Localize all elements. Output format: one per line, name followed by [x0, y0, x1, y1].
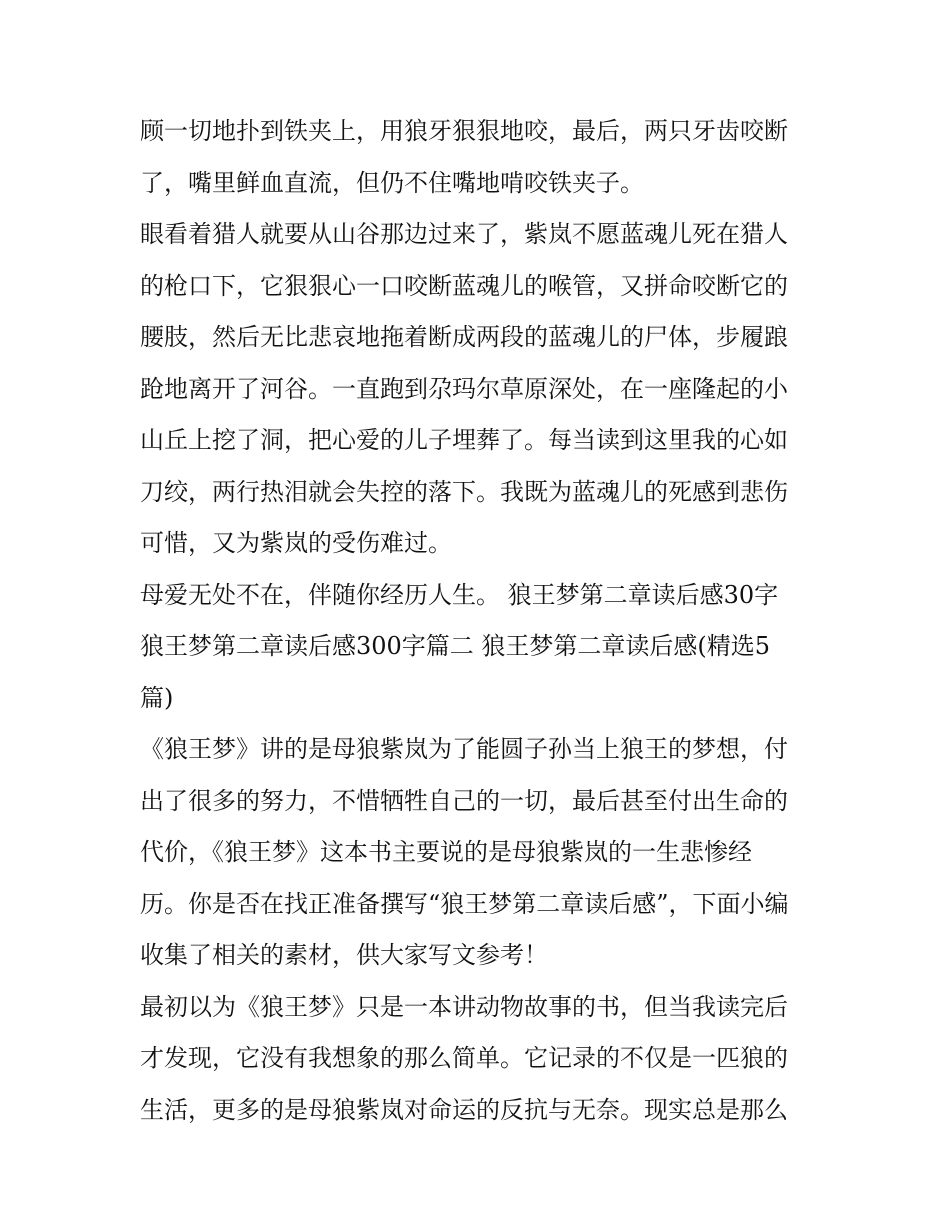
- text-line: 代价，《狼王梦》这本书主要说的是母狼紫岚的一生悲惨经: [140, 838, 752, 866]
- text-line: 《狼王梦》讲的是母狼紫岚为了能圆子孙当上狼王的梦想，付: [140, 735, 788, 763]
- text-line: 最初以为《狼王梦》只是一本讲动物故事的书，但当我读完后: [140, 992, 788, 1021]
- text-line: 才发现，它没有我想象的那么简单。它记录的不仅是一匹狼的: [140, 1044, 788, 1072]
- text-line: 刀绞，两行热泪就会失控的落下。我既为蓝魂儿的死感到悲伤: [140, 477, 788, 506]
- text-line: 顾一切地扑到铁夹上，用狼牙狠狠地咬，最后，两只牙齿咬断: [140, 117, 788, 145]
- text-line: 腰肢，然后无比悲哀地拖着断成两段的蓝魂儿的尸体，步履踉: [140, 323, 788, 351]
- text-line: 跄地离开了河谷。一直跑到尕玛尔草原深处，在一座隆起的小: [140, 374, 788, 403]
- text-line: 了，嘴里鲜血直流，但仍不住嘴地啃咬铁夹子。: [140, 168, 644, 197]
- text-line: 母爱无处不在，伴随你经历人生。 狼王梦第二章读后感30字: [140, 580, 779, 609]
- text-line: 生活，更多的是母狼紫岚对命运的反抗与无奈。现实总是那么: [140, 1095, 788, 1124]
- text-line: 收集了相关的素材，供大家写文参考！: [140, 941, 548, 969]
- text-line: 眼看着猎人就要从山谷那边过来了，紫岚不愿蓝魂儿死在猎人: [140, 220, 788, 248]
- text-line: 狼王梦第二章读后感300字篇二 狼王梦第二章读后感(精选5: [140, 632, 771, 660]
- text-line: 出了很多的努力，不惜牺牲自己的一切，最后甚至付出生命的: [140, 786, 788, 815]
- text-line: 山丘上挖了洞，把心爱的儿子埋葬了。每当读到这里我的心如: [140, 426, 788, 454]
- body-text: [140, 106, 820, 1136]
- text-line: 可惜，又为紫岚的受伤难过。: [140, 529, 452, 557]
- text-line: 的枪口下，它狠狠心一口咬断蓝魂儿的喉管，又拼命咬断它的: [140, 271, 788, 300]
- text-line: 历。你是否在找正准备撰写“狼王梦第二章读后感”，下面小编: [140, 889, 789, 918]
- text-line: 篇): [140, 683, 174, 712]
